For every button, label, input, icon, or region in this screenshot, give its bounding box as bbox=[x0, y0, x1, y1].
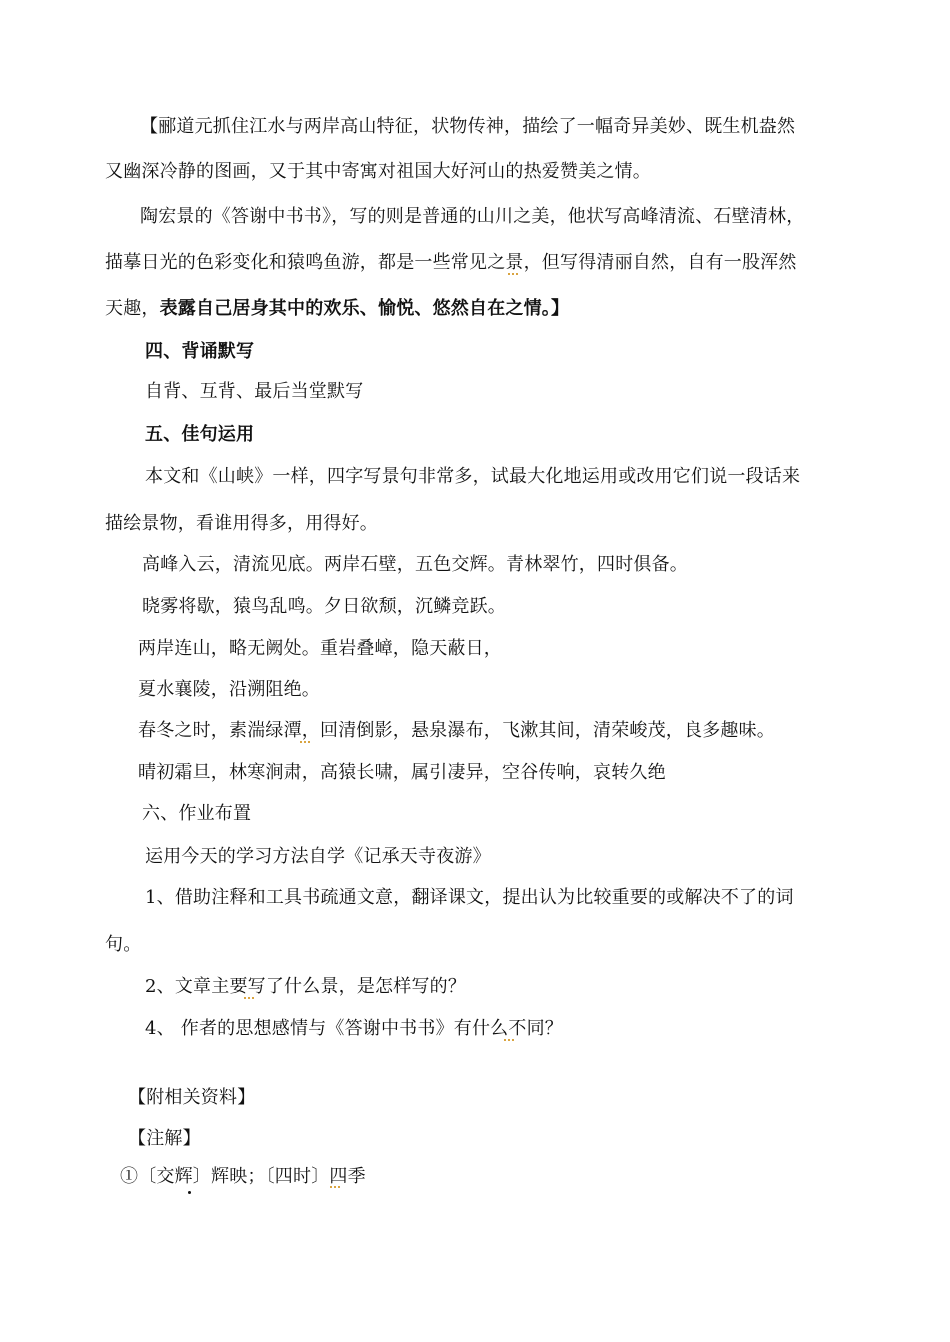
paragraph-2-line-3-bold: 表露自己居身其中的欢乐、愉悦、悠然自在之情。】 bbox=[159, 298, 570, 319]
section-5-body-line-2: 描绘景物，看谁用得多，用得好。 bbox=[105, 513, 378, 534]
paragraph-2-line-1: 陶宏景的《答谢中书书》，写的则是普通的山川之美，他状写高峰清流、石壁清林， bbox=[140, 206, 805, 227]
spellcheck-mark bbox=[244, 994, 254, 999]
phrase-line-5: 春冬之时，素湍绿潭，回清倒影，悬泉瀑布，飞漱其间，清荣峻茂，良多趣味。 bbox=[138, 720, 775, 741]
phrase-line-1: 高峰入云，清流见底。两岸石壁，五色交辉。青林翠竹，四时俱备。 bbox=[142, 554, 688, 575]
paragraph-1-line-2: 又幽深冷静的图画，又于其中寄寓对祖国大好河山的热爱赞美之情。 bbox=[105, 161, 651, 182]
homework-item-1-line-2: 句。 bbox=[105, 934, 142, 955]
phrase-line-6: 晴初霜旦，林寒涧肃，高猿长啸，属引凄异，空谷传响，哀转久绝 bbox=[138, 762, 666, 783]
paragraph-2-line-3 bbox=[105, 297, 569, 321]
spellcheck-mark bbox=[330, 1183, 340, 1188]
phrase-line-4: 夏水襄陵，沿溯阻绝。 bbox=[138, 679, 320, 700]
homework-heading: 六、作业布置 bbox=[142, 803, 252, 824]
paragraph-1-line-1: 【郦道元抓住江水与两岸高山特征，状物传神，描绘了一幅奇异美妙、既生机盎然 bbox=[140, 116, 796, 137]
homework-item-1-line-1: 1、借助注释和工具书疏通文意，翻译课文，提出认为比较重要的或解决不了的词 bbox=[145, 887, 794, 908]
appendix-heading: 【附相关资料】 bbox=[128, 1087, 256, 1108]
homework-item-2: 2、文章主要写了什么景，是怎样写的？ bbox=[145, 976, 467, 997]
note-1: ①〔交辉〕辉映；〔四时〕四季 bbox=[120, 1166, 366, 1187]
spellcheck-mark bbox=[504, 1036, 514, 1041]
paragraph-2-line-2: 描摹日光的色彩变化和猿鸣鱼游，都是一些常见之景，但写得清丽自然，自有一股浑然 bbox=[105, 252, 797, 273]
section-5-heading: 五、佳句运用 bbox=[145, 424, 255, 445]
section-4-heading: 四、背诵默写 bbox=[145, 341, 255, 362]
spellcheck-mark bbox=[300, 738, 310, 743]
phrase-line-3: 两岸连山，略无阙处。重岩叠嶂，隐天蔽日， bbox=[138, 638, 502, 659]
notes-heading: 【注解】 bbox=[128, 1128, 201, 1149]
section-4-body: 自背、互背、最后当堂默写 bbox=[145, 381, 364, 402]
emphasis-dot bbox=[188, 1191, 191, 1194]
homework-item-4: 4、 作者的思想感情与《答谢中书书》有什么不同？ bbox=[145, 1018, 563, 1039]
paragraph-2-line-3-normal: 天趣， bbox=[105, 298, 160, 319]
section-5-body-line-1: 本文和《山峡》一样，四字写景句非常多，试最大化地运用或改用它们说一段话来 bbox=[145, 466, 801, 487]
phrase-line-2: 晓雾将歇，猿鸟乱鸣。夕日欲颓，沉鳞竞跃。 bbox=[142, 596, 506, 617]
homework-intro: 运用今天的学习方法自学《记承天寺夜游》 bbox=[145, 846, 491, 867]
spellcheck-mark bbox=[508, 270, 518, 275]
